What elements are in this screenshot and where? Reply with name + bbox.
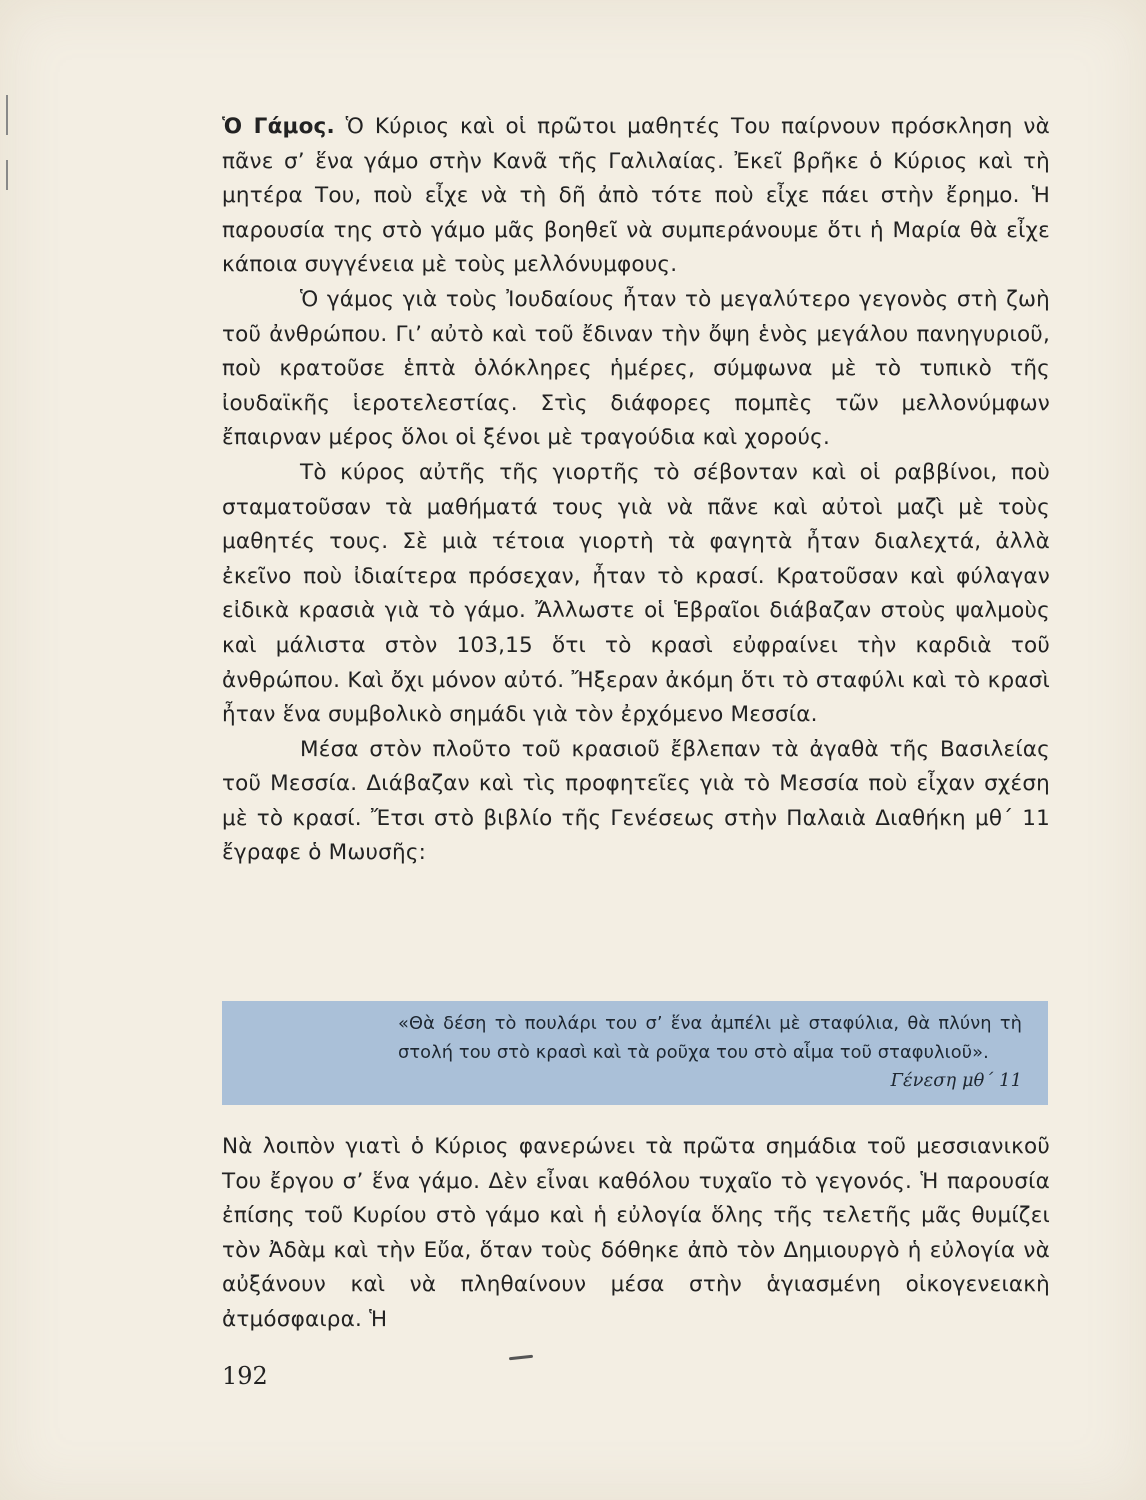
- paragraph-2: Ὁ γάμος γιὰ τοὺς Ἰουδαίους ἦταν τὸ μεγαλύτερο γεγονὸς στὴ ζωὴ τοῦ ἀνθρώπου. Γι’ αὐτὸ καὶ τοῦ ἔδιναν τὴν ὄψη ἑνὸς μεγάλου πανηγυριοῦ, ποὺ κρατοῦσε ἑπτὰ ὁλόκληρες ἡμέρες, σύμφωνα μὲ τὸ τυπικὸ τῆς ἰουδαϊκῆς ἱεροτελεστίας. Στὶς διάφορες πομπὲς τῶν μελλονύμφων ἔπαιρναν μέρος ὅλοι οἱ ξένοι μὲ τραγούδια καὶ χορούς.: [222, 286, 1050, 451]
- section-title: Ὁ Γάμος.: [222, 114, 335, 139]
- quote-text: «Θὰ δέση τὸ πουλάρι του σ’ ἕνα ἀμπέλι μὲ σταφύλια, θὰ πλύνη τὴ στολή του στὸ κρασὶ καὶ τὰ ροῦχα του στὸ αἷμα τοῦ σταφυλιοῦ».: [398, 1013, 1022, 1063]
- binding-mark: [6, 160, 8, 190]
- paragraph-1: [222, 110, 1050, 283]
- page-number: 192: [222, 1362, 268, 1390]
- closing-paragraph: Νὰ λοιπὸν γιατὶ ὁ Κύριος φανερώνει τὰ πρῶτα σημάδια τοῦ μεσσιανικοῦ Του ἔργου σ’ ἕνα γάμο. Δὲν εἶναι καθόλου τυχαῖο τὸ γεγονός. Ἡ παρουσία ἐπίσης τοῦ Κυρίου στὸ γάμο καὶ ἡ εὐλογία ὅλης τῆς τελετῆς μᾶς θυμίζει τὸν Ἀδὰμ καὶ τὴν Εὔα, ὅταν τοὺς δόθηκε ἀπὸ τὸν Δημιουργὸ ἡ εὐλογία νὰ αὐξάνουν καὶ νὰ πληθαίνουν μέσα στὴν ἁγιασμένη οἰκογενειακὴ ἀτμόσφαιρα. Ἡ: [222, 1134, 1050, 1332]
- body-text: [222, 110, 1050, 871]
- paragraph-3: Τὸ κύρος αὐτῆς τῆς γιορτῆς τὸ σέβονταν καὶ οἱ ραββίνοι, ποὺ σταματοῦσαν τὰ μαθήματά τους γιὰ νὰ πᾶνε καὶ αὐτοὶ μαζὶ μὲ τοὺς μαθητές τους. Σὲ μιὰ τέτοια γιορτὴ τὰ φαγητὰ ἦταν διαλεχτά, ἀλλὰ ἐκεῖνο ποὺ ἰδιαίτερα πρόσεχαν, ἦταν τὸ κρασί. Κρατοῦσαν καὶ φύλαγαν εἰδικὰ κρασιὰ γιὰ τὸ γάμο. Ἄλλωστε οἱ Ἑβραῖοι διάβαζαν στοὺς ψαλμοὺς καὶ μάλιστα στὸν 103,15 ὅτι τὸ κρασὶ εὐφραίνει τὴν καρδιὰ τοῦ ἀνθρώπου. Καὶ ὄχι μόνον αὐτό. Ἤξεραν ἀκόμη ὅτι τὸ σταφύλι καὶ τὸ κρασὶ ἦταν ἕνα συμβολικὸ σημάδι γιὰ τὸν ἐρχόμενο Μεσσία.: [222, 459, 1050, 728]
- closing-text: [222, 1130, 1050, 1338]
- binding-mark: [6, 95, 8, 135]
- quote-citation: Γένεση μθ΄ 11: [890, 1070, 1022, 1091]
- paragraph-4: Μέσα στὸν πλοῦτο τοῦ κρασιοῦ ἔβλεπαν τὰ ἀγαθὰ τῆς Βασιλείας τοῦ Μεσσία. Διάβαζαν καὶ τὶς προφητεῖες γιὰ τὸ Μεσσία ποὺ εἶχαν σχέση μὲ τὸ κρασί. Ἔτσι στὸ βιβλίο τῆς Γενέσεως στὴν Παλαιὰ Διαθήκη μθ΄ 11 ἔγραφε ὁ Μωυσῆς:: [222, 736, 1050, 866]
- paragraph-1-text: Ὁ Κύριος καὶ οἱ πρῶτοι μαθητές Του παίρνουν πρόσκληση νὰ πᾶνε σ’ ἕνα γάμο στὴν Κανᾶ τῆς Γαλιλαίας. Ἐκεῖ βρῆκε ὁ Κύριος καὶ τὴ μητέρα Του, ποὺ εἶχε νὰ τὴ δῆ ἀπὸ τότε ποὺ εἶχε πάει στὴν ἔρημο. Ἡ παρουσία της στὸ γάμο μᾶς βοηθεῖ νὰ συμπεράνουμε ὅτι ἡ Μαρία θὰ εἶχε κάποια συγγένεια μὲ τοὺς μελλόνυμφους.: [222, 114, 1050, 278]
- scripture-quote: [398, 1010, 1022, 1096]
